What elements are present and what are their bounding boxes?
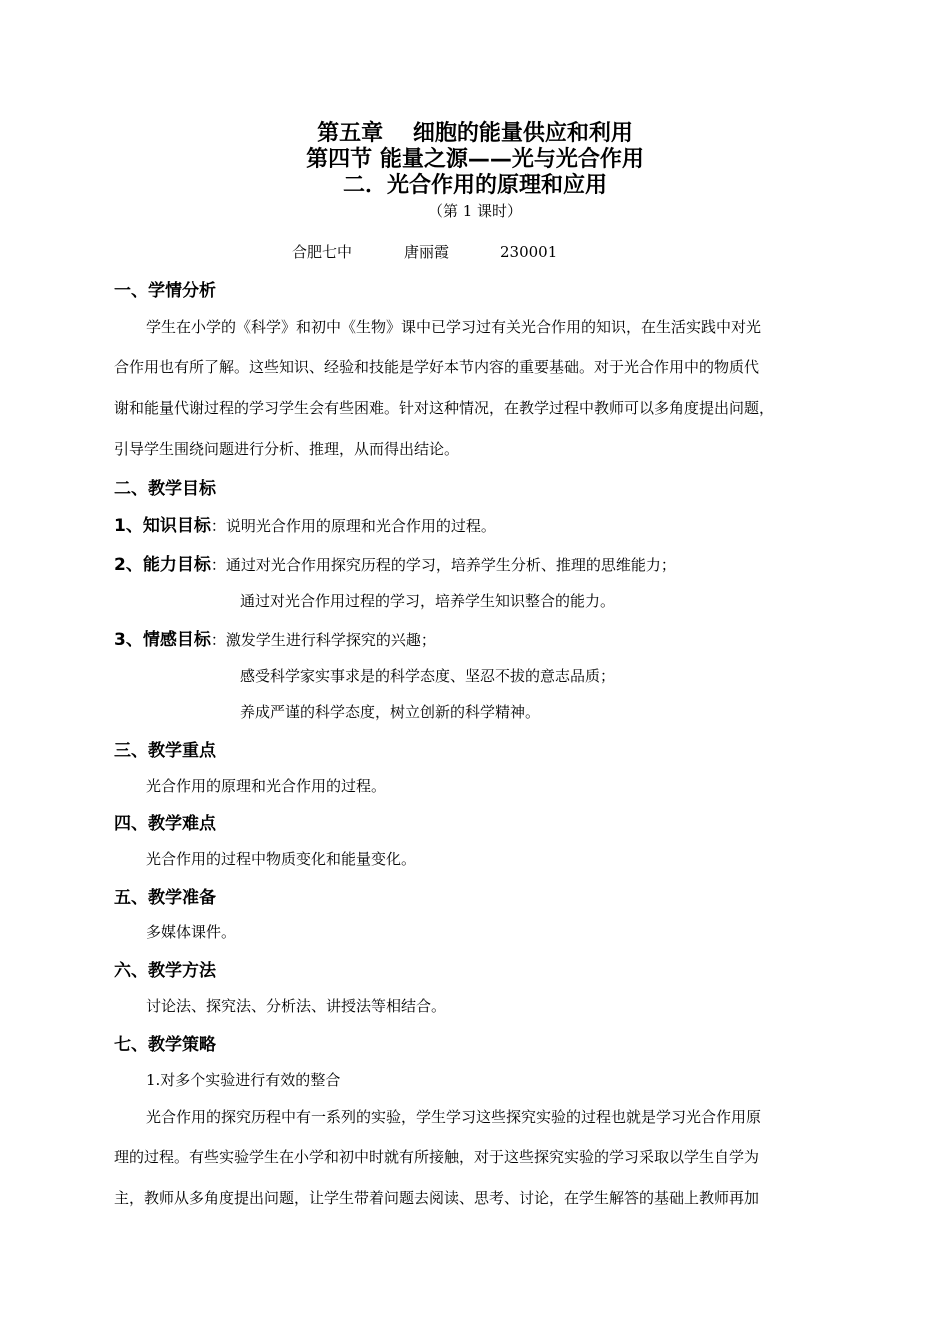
author-code: 230001: [500, 243, 558, 261]
paragraph-line: 光合作用的探究历程中有一系列的实验，学生学习这些探究实验的过程也就是学习光合作用原: [146, 1108, 762, 1126]
paragraph-line: 合作用也有所了解。这些知识、经验和技能是学好本节内容的重要基础。对于光合作用中的物质代: [114, 358, 760, 376]
paragraph-line: 主，教师从多角度提出问题，让学生带着问题去阅读、思考、讨论，在学生解答的基础上教师再加: [114, 1189, 760, 1207]
section-5-text: 多媒体课件。: [146, 923, 237, 941]
goal-ability: [114, 550, 676, 575]
chapter-title: 第五章 细胞的能量供应和利用: [317, 121, 633, 146]
strategy-subheading: 1.对多个实验进行有效的整合: [146, 1071, 341, 1089]
paragraph-line: 引导学生围绕问题进行分析、推理，从而得出结论。: [114, 440, 460, 458]
goal-emotion-text: ：激发学生进行科学探究的兴趣；: [210, 631, 436, 649]
goal-knowledge: [114, 511, 496, 536]
goal-ability-text-2: 通过对光合作用过程的学习，培养学生知识整合的能力。: [240, 592, 616, 610]
author-name: 唐丽霞: [404, 243, 450, 261]
goal-emotion: [114, 625, 436, 650]
goal-knowledge-text: ：说明光合作用的原理和光合作用的过程。: [210, 517, 496, 535]
section-6-text: 讨论法、探究法、分析法、讲授法等相结合。: [146, 997, 447, 1015]
paragraph-line: 学生在小学的《科学》和初中《生物》课中已学习过有关光合作用的知识，在生活实践中对光: [146, 318, 762, 336]
goal-emotion-label: 3、情感目标: [114, 630, 211, 650]
section-3-text: 光合作用的原理和光合作用的过程。: [146, 777, 387, 795]
section-heading-4: 四、教学难点: [114, 814, 216, 834]
paragraph-line: 谢和能量代谢过程的学习学生会有些困难。针对这种情况，在教学过程中教师可以多角度提出问题，: [114, 399, 775, 417]
author-school: 合肥七中: [292, 243, 353, 261]
section-4-text: 光合作用的过程中物质变化和能量变化。: [146, 850, 417, 868]
lesson-title: 二．光合作用的原理和应用: [342, 173, 607, 198]
goal-emotion-text-2: 感受科学家实事求是的科学态度、坚忍不拔的意志品质；: [240, 667, 616, 685]
goal-knowledge-label: 1、知识目标: [114, 516, 211, 536]
lesson-period: （第 1 课时）: [427, 202, 523, 220]
paragraph-line: 理的过程。有些实验学生在小学和初中时就有所接触，对于这些探究实验的学习采取以学生自学为: [114, 1148, 760, 1166]
title-block: [0, 121, 950, 221]
goal-ability-label: 2、能力目标: [114, 555, 211, 575]
goal-ability-text: ：通过对光合作用探究历程的学习，培养学生分析、推理的思维能力；: [210, 556, 676, 574]
section-heading-1: 一、学情分析: [114, 281, 216, 301]
section-heading-2: 二、教学目标: [114, 479, 216, 499]
section-heading-3: 三、教学重点: [114, 741, 216, 761]
section-heading-5: 五、教学准备: [114, 888, 216, 908]
section-title: 第四节 能量之源——光与光合作用: [306, 147, 644, 172]
section-heading-6: 六、教学方法: [114, 961, 216, 981]
author-line: [292, 241, 557, 262]
section-heading-7: 七、教学策略: [114, 1035, 216, 1055]
goal-emotion-text-3: 养成严谨的科学态度，树立创新的科学精神。: [240, 703, 541, 721]
